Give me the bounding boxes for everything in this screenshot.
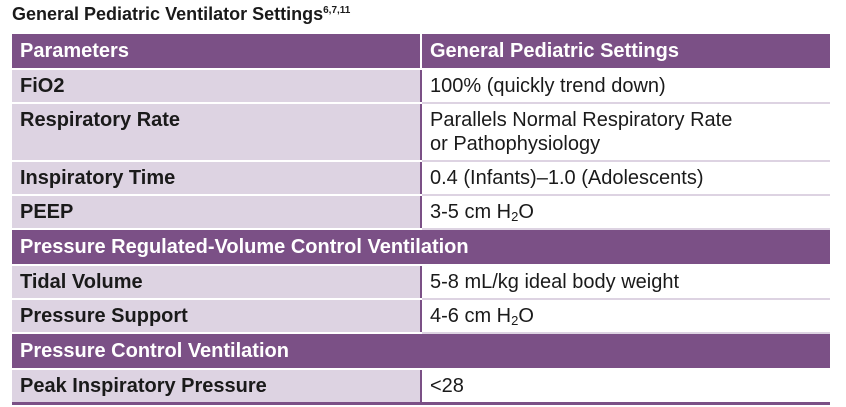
param-pressure-support: Pressure Support: [12, 299, 421, 333]
param-inspiratory-time: Inspiratory Time: [12, 161, 421, 195]
value-tidal-volume: 5-8 mL/kg ideal body weight: [421, 265, 830, 299]
value-respiratory-rate: [421, 103, 830, 161]
value-peak-inspiratory-pressure: <28: [421, 369, 830, 404]
section-prvc-label: Pressure Regulated-Volume Control Ventilation: [12, 229, 830, 265]
table-row-tidal-volume: [12, 265, 830, 299]
param-fio2: FiO2: [12, 69, 421, 103]
table-title-references: 6,7,11: [323, 5, 351, 16]
header-general-pediatric-settings: General Pediatric Settings: [421, 34, 830, 69]
value-peep-main: 3-5 cm H: [430, 201, 512, 223]
value-pressure-support-subscript: 2: [511, 313, 519, 328]
section-row-prvc: [12, 229, 830, 265]
param-peep: PEEP: [12, 195, 421, 229]
param-tidal-volume: Tidal Volume: [12, 265, 421, 299]
table-row-peak-inspiratory-pressure: [12, 369, 830, 404]
value-peep: [421, 195, 830, 229]
table-row-fio2: [12, 69, 830, 103]
table-row-pressure-support: [12, 299, 830, 333]
param-peak-inspiratory-pressure: Peak Inspiratory Pressure: [12, 369, 421, 404]
value-respiratory-rate-line2: or Pathophysiology: [430, 133, 601, 155]
section-pcv-label: Pressure Control Ventilation: [12, 333, 830, 369]
table-title: [12, 4, 350, 25]
value-pressure-support: [421, 299, 830, 333]
table-header-row: [12, 34, 830, 69]
value-pressure-support-tail: O: [518, 305, 534, 327]
value-pressure-support-main: 4-6 cm H: [430, 305, 512, 327]
value-fio2: 100% (quickly trend down): [421, 69, 830, 103]
param-respiratory-rate: Respiratory Rate: [12, 103, 421, 161]
table-row-inspiratory-time: [12, 161, 830, 195]
ventilator-settings-table: [12, 34, 830, 405]
section-row-pcv: [12, 333, 830, 369]
table-row-peep: [12, 195, 830, 229]
table-row-respiratory-rate: [12, 103, 830, 161]
value-peep-subscript: 2: [511, 209, 519, 224]
value-respiratory-rate-line1: Parallels Normal Respiratory Rate: [430, 109, 733, 131]
value-inspiratory-time: 0.4 (Infants)–1.0 (Adolescents): [421, 161, 830, 195]
value-peep-tail: O: [518, 201, 534, 223]
header-parameters: Parameters: [12, 34, 421, 69]
table-title-text: General Pediatric Ventilator Settings: [12, 4, 324, 24]
